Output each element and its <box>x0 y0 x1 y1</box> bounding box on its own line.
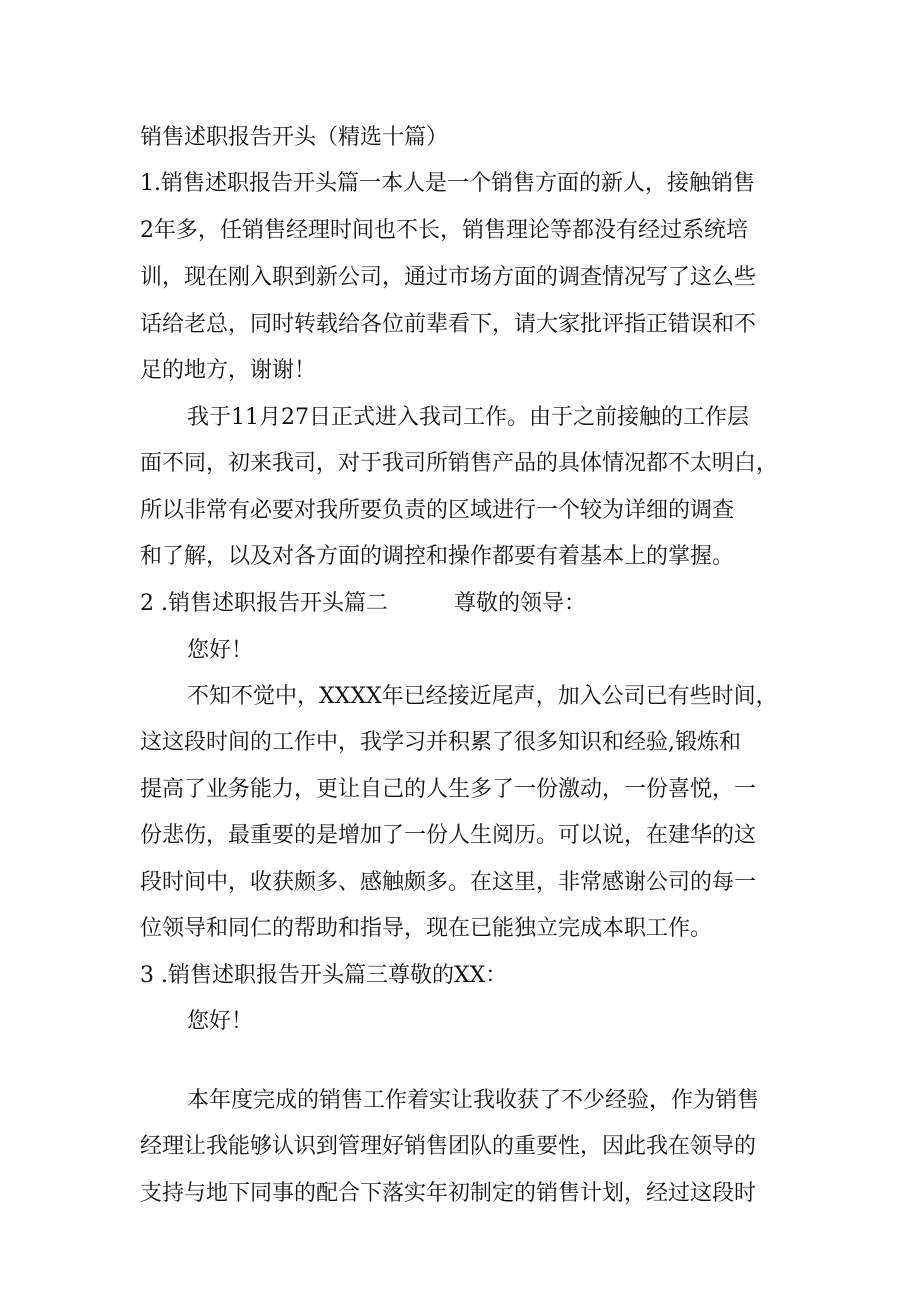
paragraph-line: 段时间中，收获颇多、感触颇多。在这里，非常感谢公司的每一 <box>140 870 757 895</box>
paragraph-line: 和了解，以及对各方面的调控和操作都要有着基本上的掌握。 <box>140 544 735 569</box>
greeting-line: 您好！ <box>187 1009 254 1034</box>
paragraph-line: 经理让我能够认识到管理好销售团队的重要性，因此我在领导的 <box>140 1134 757 1159</box>
paragraph-line: 1.销售述职报告开头篇一本人是一个销售方面的新人，接触销售 <box>140 171 755 196</box>
section-heading-2: 2 .销售述职报告开头篇二 尊敬的领导： <box>140 591 586 616</box>
paragraph-line: 不知不觉中，XXXX年已经接近尾声，加入公司已有些时间， <box>187 684 778 709</box>
paragraph-line: 位领导和同仁的帮助和指导，现在已能独立完成本职工作。 <box>140 916 713 941</box>
document-title: 销售述职报告开头（精选十篇） <box>140 125 449 150</box>
paragraph-line: 足的地方，谢谢！ <box>140 358 317 383</box>
greeting-line: 您好！ <box>187 638 254 663</box>
paragraph-line: 这这段时间的工作中，我学习并积累了很多知识和经验,锻炼和 <box>140 730 741 755</box>
paragraph-line: 2年多，任销售经理时间也不长，销售理论等都没有经过系统培 <box>140 218 748 243</box>
paragraph-line: 面不同，初来我司，对于我司所销售产品的具体情况都不太明白， <box>140 451 779 476</box>
paragraph-line: 份悲伤，最重要的是增加了一份人生阅历。可以说，在建华的这 <box>140 823 757 848</box>
paragraph-line: 支持与地下同事的配合下落实年初制定的销售计划，经过这段时 <box>140 1181 757 1206</box>
paragraph-line: 所以非常有必要对我所要负责的区域进行一个较为详细的调查 <box>140 498 735 523</box>
paragraph-line: 训，现在刚入职到新公司，通过市场方面的调查情况写了这么些 <box>140 265 757 290</box>
paragraph-line: 提高了业务能力，更让自己的人生多了一份激动，一份喜悦，一 <box>140 777 757 802</box>
paragraph-line: 话给老总，同时转载给各位前辈看下，请大家批评指正错误和不 <box>140 312 757 337</box>
paragraph-line: 我于11月27日正式进入我司工作。由于之前接触的工作层 <box>187 405 749 430</box>
paragraph-line: 本年度完成的销售工作着实让我收获了不少经验，作为销售 <box>187 1088 760 1113</box>
section-heading-3: 3 .销售述职报告开头篇三尊敬的XX： <box>140 963 508 988</box>
